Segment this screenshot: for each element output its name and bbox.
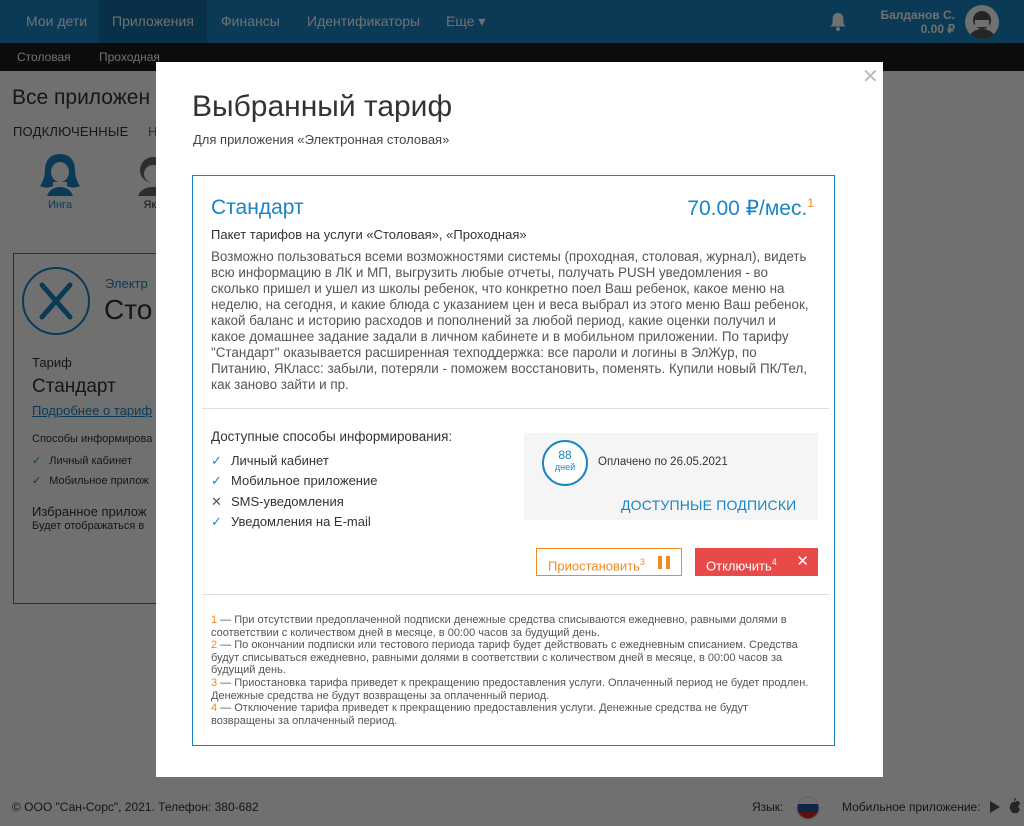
- divider: [202, 594, 829, 595]
- days-left-value: 88: [558, 448, 572, 462]
- footnote: [211, 702, 811, 727]
- footnote-text: — Отключение тарифа приведет к прекращению предоставления услуги. Денежные средства не будут возвращены за оплаченный период.: [211, 702, 749, 727]
- price-footnote: 1: [807, 196, 814, 210]
- price-value: 70.00 ₽/мес.: [687, 197, 808, 220]
- method-label: Мобильное приложение: [231, 473, 378, 489]
- pause-button-label: Приостановить: [548, 558, 640, 574]
- tariff-description: Возможно пользоваться всеми возможностями системы (проходная, столовая, журнал), видеть всю информацию в ЛК и МП, выгрузить любые отчеты, получать PUSH уведомления - во сколько пришел и ушел из школы ребенок, что конкретно поел Ваш ребенок, какое меню на неделю, на сегодня, и какие блюда с указанием цен и веса выбрал из этого меню Ваш ребенок, какой баланс и историю расходов и пополнений за любой период, какие оценки получил и какое домашнее задание задали в личном кабинете и в мобильном приложении. По тарифу "Стандарт" оказывается расширенная техподдержка: все пароли и логины в ЭлЖур, по Питанию, ЯКласс: забыли, потеряли - поможем восстановить, поменять. Купили новый ПК/Тел, как заново зайти и пр.: [211, 249, 809, 392]
- footnote: [211, 639, 811, 677]
- disable-button[interactable]: [695, 548, 818, 576]
- info-methods-list: [211, 451, 377, 532]
- list-item: [211, 471, 377, 491]
- cross-icon: ✕: [211, 493, 222, 509]
- close-icon: ✕: [796, 553, 809, 570]
- available-subscriptions-link[interactable]: ДОСТУПНЫЕ ПОДПИСКИ: [621, 497, 797, 513]
- disable-footnote: 4: [771, 557, 777, 567]
- list-item: [211, 451, 377, 471]
- footnote-number: 1: [211, 614, 218, 626]
- days-left-unit: дней: [554, 462, 576, 472]
- modal-subtitle: Для приложения «Электронная столовая»: [193, 132, 450, 147]
- footnote-number: 4: [211, 702, 218, 715]
- pause-button[interactable]: [536, 548, 682, 576]
- tariff-price: [687, 196, 814, 221]
- paid-until: Оплачено по 26.05.2021: [598, 456, 728, 468]
- close-icon[interactable]: ✕: [862, 66, 879, 88]
- list-item: [211, 492, 377, 512]
- divider: [202, 408, 829, 409]
- disable-button-label: Отключить: [706, 558, 772, 574]
- footnote: [211, 614, 811, 639]
- footnote: [211, 677, 811, 702]
- check-icon: ✓: [211, 513, 222, 529]
- tariff-box: [192, 175, 835, 746]
- method-label: Личный кабинет: [231, 453, 329, 468]
- check-icon: ✓: [211, 453, 222, 468]
- info-methods-title: Доступные способы информирования:: [211, 429, 453, 444]
- footnotes: [211, 614, 811, 727]
- footnote-text: — По окончании подписки или тестового периода тариф будет действовать с ежедневным списанием. Средства будут списываться ежедневно, равными долями в соответствии с количеством дней в месяце, в 00:00 часов за будущий день.: [211, 639, 798, 677]
- footnote-text: — При отсутствии предоплаченной подписки денежные средства списываются ежедневно, равными долями в соответствии с количеством дней в месяце, в 00:00 часов за будущий день.: [211, 614, 787, 639]
- footnote-number: 2: [211, 639, 218, 652]
- method-label: SMS-уведомления: [231, 493, 344, 509]
- subscription-panel: [524, 433, 818, 520]
- footnote-number: 3: [211, 676, 218, 689]
- pause-icon: [658, 556, 670, 569]
- pause-footnote: 3: [639, 557, 645, 567]
- footnote-text: — Приостановка тарифа приведет к прекращению предоставления услуги. Оплаченный период не будет продлен. Денежные средства не будут возвращены за оплаченный период.: [211, 676, 809, 702]
- list-item: [211, 512, 377, 532]
- tariff-name: Стандарт: [211, 196, 304, 219]
- modal-title: Выбранный тариф: [192, 90, 453, 123]
- method-label: Уведомления на E-mail: [231, 513, 371, 529]
- check-icon: ✓: [211, 473, 222, 489]
- tariff-modal: [156, 62, 883, 777]
- tariff-package: Пакет тарифов на услуги «Столовая», «Проходная»: [211, 227, 527, 242]
- days-left-badge: [542, 440, 588, 486]
